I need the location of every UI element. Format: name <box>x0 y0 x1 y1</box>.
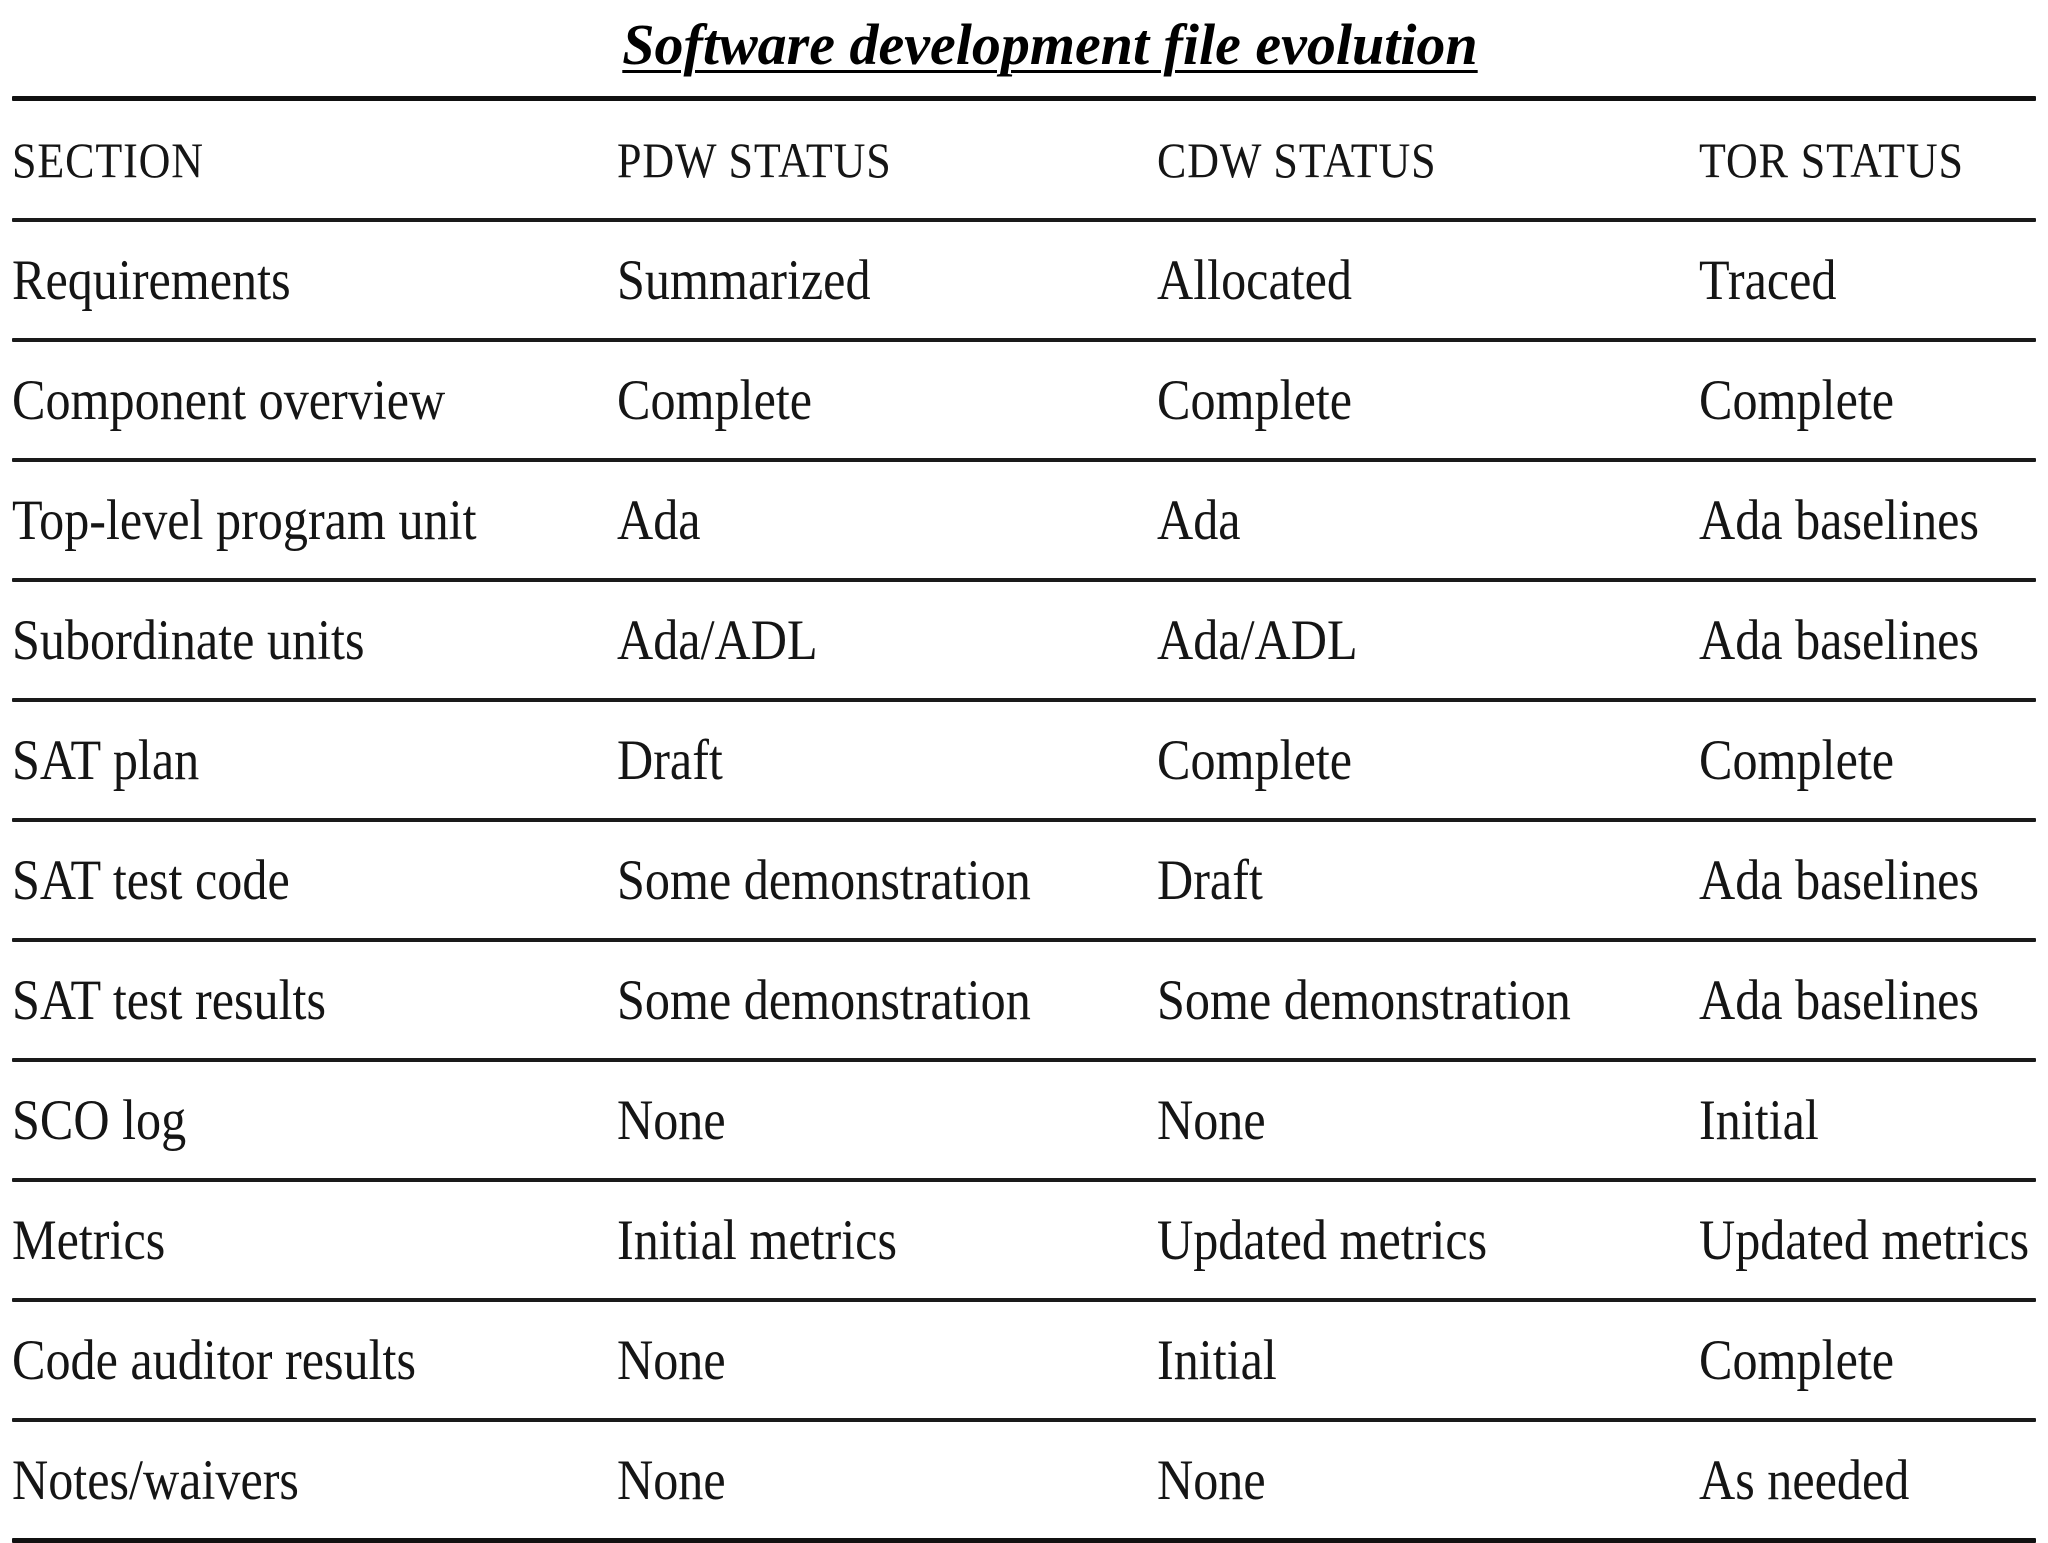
cell-pdw-status: Initial metrics <box>617 1208 897 1272</box>
cell-tor-status: Complete <box>1699 728 1895 792</box>
cell-cdw-status: Ada/ADL <box>1157 608 1358 672</box>
cell-pdw-status: Complete <box>617 368 813 432</box>
cell-section: Notes/waivers <box>12 1448 299 1512</box>
cell-section: SCO log <box>12 1088 187 1152</box>
cell-section: Metrics <box>12 1208 166 1272</box>
row-rule <box>12 1538 2036 1543</box>
cell-section: Top-level program unit <box>12 488 477 552</box>
table-body <box>12 222 2036 1543</box>
cell-pdw-status: None <box>617 1328 726 1392</box>
cell-pdw-status: None <box>617 1448 726 1512</box>
cell-pdw-status: Ada/ADL <box>617 608 818 672</box>
status-table <box>12 96 2036 1543</box>
page-title: Software development file evolution <box>622 12 1478 77</box>
table-row <box>12 582 2036 698</box>
table-row <box>12 702 2036 818</box>
cell-section: Code auditor results <box>12 1328 417 1392</box>
table-row <box>12 942 2036 1058</box>
cell-tor-status: Traced <box>1699 248 1837 312</box>
cell-pdw-status: Ada <box>617 488 701 552</box>
header-section: SECTION <box>12 131 204 188</box>
cell-cdw-status: None <box>1157 1448 1266 1512</box>
cell-tor-status: Ada baselines <box>1699 608 1979 672</box>
header-cdw-status: CDW STATUS <box>1157 131 1437 188</box>
table-row <box>12 342 2036 458</box>
table-row <box>12 1062 2036 1178</box>
cell-cdw-status: Draft <box>1157 848 1263 912</box>
table-row <box>12 1302 2036 1418</box>
table-row <box>12 822 2036 938</box>
cell-cdw-status: Allocated <box>1157 248 1352 312</box>
cell-pdw-status: Some demonstration <box>617 848 1031 912</box>
cell-pdw-status: Draft <box>617 728 723 792</box>
cell-pdw-status: None <box>617 1088 726 1152</box>
cell-cdw-status: Updated metrics <box>1157 1208 1488 1272</box>
table-row <box>12 1422 2036 1538</box>
cell-section: SAT test code <box>12 848 290 912</box>
table-row <box>12 222 2036 338</box>
cell-cdw-status: Ada <box>1157 488 1241 552</box>
cell-section: Subordinate units <box>12 608 365 672</box>
cell-tor-status: Complete <box>1699 368 1895 432</box>
cell-section: SAT test results <box>12 968 326 1032</box>
header-pdw-status: PDW STATUS <box>617 131 892 188</box>
cell-tor-status: Ada baselines <box>1699 968 1979 1032</box>
cell-tor-status: Initial <box>1699 1088 1819 1152</box>
cell-cdw-status: Complete <box>1157 728 1353 792</box>
cell-tor-status: As needed <box>1699 1448 1910 1512</box>
table-row <box>12 462 2036 578</box>
cell-cdw-status: Initial <box>1157 1328 1277 1392</box>
cell-cdw-status: Complete <box>1157 368 1353 432</box>
cell-tor-status: Ada baselines <box>1699 488 1979 552</box>
cell-pdw-status: Summarized <box>617 248 871 312</box>
cell-tor-status: Updated metrics <box>1699 1208 2030 1272</box>
cell-section: Requirements <box>12 248 291 312</box>
cell-pdw-status: Some demonstration <box>617 968 1031 1032</box>
cell-cdw-status: None <box>1157 1088 1266 1152</box>
table-header-row <box>12 101 2036 218</box>
cell-section: SAT plan <box>12 728 200 792</box>
header-tor-status: TOR STATUS <box>1699 131 1964 188</box>
cell-section: Component overview <box>12 368 446 432</box>
cell-cdw-status: Some demonstration <box>1157 968 1571 1032</box>
cell-tor-status: Ada baselines <box>1699 848 1979 912</box>
table-row <box>12 1182 2036 1298</box>
cell-tor-status: Complete <box>1699 1328 1895 1392</box>
